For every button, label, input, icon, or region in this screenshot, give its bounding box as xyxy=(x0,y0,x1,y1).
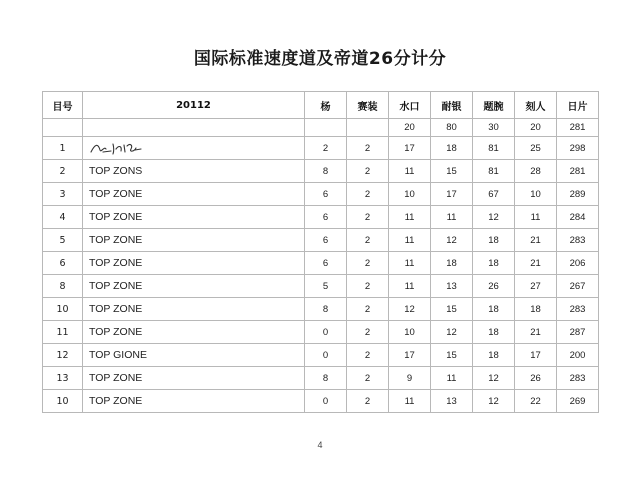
score-cell: 2 xyxy=(347,367,389,390)
score-cell: 67 xyxy=(473,183,515,206)
score-cell: 11 xyxy=(389,252,431,275)
score-cell: 12 xyxy=(431,229,473,252)
score-cell: 2 xyxy=(347,252,389,275)
score-cell: 2 xyxy=(347,137,389,160)
score-cell: 17 xyxy=(431,183,473,206)
score-cell: 17 xyxy=(389,137,431,160)
score-cell: 8 xyxy=(305,160,347,183)
score-cell: 11 xyxy=(515,206,557,229)
score-cell: 11 xyxy=(389,160,431,183)
score-cell: 8 xyxy=(305,367,347,390)
score-cell: 200 xyxy=(557,344,599,367)
column-header: 刻人 xyxy=(515,92,557,119)
row-number-cell: 10 xyxy=(43,390,83,413)
score-cell: 18 xyxy=(515,298,557,321)
column-header: 杨 xyxy=(305,92,347,119)
table-cell: 80 xyxy=(431,119,473,137)
score-cell: 10 xyxy=(389,321,431,344)
team-name-cell: TOP ZONE xyxy=(83,390,305,413)
table-row xyxy=(43,390,599,413)
team-name-cell: TOP GIONE xyxy=(83,344,305,367)
team-name-cell: TOP ZONE xyxy=(83,252,305,275)
team-name-cell: TOP ZONE xyxy=(83,298,305,321)
document-title: 国际标准速度道及帝道26分计分 xyxy=(193,49,447,69)
score-cell: 11 xyxy=(431,367,473,390)
table-cell: 30 xyxy=(473,119,515,137)
page-number: 4 xyxy=(317,440,323,450)
score-cell: 18 xyxy=(431,252,473,275)
column-header: 目号 xyxy=(43,92,83,119)
score-cell: 298 xyxy=(557,137,599,160)
score-cell: 12 xyxy=(473,206,515,229)
score-cell: 267 xyxy=(557,275,599,298)
row-number-cell: 10 xyxy=(43,298,83,321)
team-name-cell: TOP ZONE xyxy=(83,183,305,206)
score-cell: 11 xyxy=(389,275,431,298)
row-number-cell: 5 xyxy=(43,229,83,252)
table-cell: 281 xyxy=(557,119,599,137)
score-cell: 81 xyxy=(473,137,515,160)
team-name-cell: TOP ZONE xyxy=(83,367,305,390)
team-name-cell: TOP ZONE xyxy=(83,229,305,252)
score-cell: 2 xyxy=(347,206,389,229)
column-header: 题腕 xyxy=(473,92,515,119)
score-cell: 12 xyxy=(389,298,431,321)
score-cell: 22 xyxy=(515,390,557,413)
table-row xyxy=(43,206,599,229)
table-row xyxy=(43,275,599,298)
team-name-cell xyxy=(83,137,305,160)
table-cell: 20 xyxy=(515,119,557,137)
score-cell: 21 xyxy=(515,321,557,344)
max-points-row xyxy=(43,119,599,137)
score-cell: 27 xyxy=(515,275,557,298)
score-cell: 289 xyxy=(557,183,599,206)
score-cell: 283 xyxy=(557,298,599,321)
score-cell: 6 xyxy=(305,206,347,229)
score-cell: 18 xyxy=(473,229,515,252)
score-cell: 18 xyxy=(473,252,515,275)
table-header-row xyxy=(43,92,599,119)
column-header: 水口 xyxy=(389,92,431,119)
row-number-cell: 2 xyxy=(43,160,83,183)
score-cell: 6 xyxy=(305,229,347,252)
score-cell: 269 xyxy=(557,390,599,413)
score-cell: 15 xyxy=(431,160,473,183)
score-cell: 18 xyxy=(473,298,515,321)
table-row xyxy=(43,137,599,160)
score-cell: 283 xyxy=(557,367,599,390)
row-number-cell: 8 xyxy=(43,275,83,298)
score-cell: 284 xyxy=(557,206,599,229)
handwritten-signature xyxy=(89,140,147,156)
score-cell: 2 xyxy=(305,137,347,160)
score-cell: 0 xyxy=(305,390,347,413)
score-cell: 2 xyxy=(347,229,389,252)
score-cell: 28 xyxy=(515,160,557,183)
table-row xyxy=(43,367,599,390)
score-cell: 26 xyxy=(473,275,515,298)
column-header: 日片 xyxy=(557,92,599,119)
score-cell: 2 xyxy=(347,390,389,413)
score-cell: 11 xyxy=(389,229,431,252)
team-name-cell: TOP ZONE xyxy=(83,275,305,298)
team-name-cell: TOP ZONS xyxy=(83,160,305,183)
score-cell: 6 xyxy=(305,183,347,206)
score-cell: 15 xyxy=(431,344,473,367)
score-cell: 11 xyxy=(431,206,473,229)
score-cell: 0 xyxy=(305,321,347,344)
score-cell: 283 xyxy=(557,229,599,252)
row-number-cell: 13 xyxy=(43,367,83,390)
table-row xyxy=(43,183,599,206)
table-cell xyxy=(305,119,347,137)
score-cell: 12 xyxy=(473,390,515,413)
score-cell: 26 xyxy=(515,367,557,390)
row-number-cell: 4 xyxy=(43,206,83,229)
score-cell: 15 xyxy=(431,298,473,321)
score-cell: 12 xyxy=(431,321,473,344)
score-cell: 281 xyxy=(557,160,599,183)
score-cell: 6 xyxy=(305,252,347,275)
score-cell: 18 xyxy=(431,137,473,160)
row-number-cell: 11 xyxy=(43,321,83,344)
score-cell: 2 xyxy=(347,275,389,298)
column-header: 耐银 xyxy=(431,92,473,119)
table-row xyxy=(43,344,599,367)
score-cell: 18 xyxy=(473,344,515,367)
score-cell: 2 xyxy=(347,160,389,183)
score-cell: 21 xyxy=(515,252,557,275)
row-number-cell: 6 xyxy=(43,252,83,275)
score-cell: 17 xyxy=(515,344,557,367)
score-cell: 12 xyxy=(473,367,515,390)
row-number-cell: 3 xyxy=(43,183,83,206)
score-cell: 2 xyxy=(347,344,389,367)
score-cell: 81 xyxy=(473,160,515,183)
score-cell: 5 xyxy=(305,275,347,298)
team-name-cell: TOP ZONE xyxy=(83,206,305,229)
score-cell: 2 xyxy=(347,321,389,344)
table-cell xyxy=(347,119,389,137)
score-cell: 10 xyxy=(389,183,431,206)
score-cell: 13 xyxy=(431,275,473,298)
row-number-cell: 12 xyxy=(43,344,83,367)
score-cell: 2 xyxy=(347,298,389,321)
score-cell: 17 xyxy=(389,344,431,367)
column-header: 20112 xyxy=(83,92,305,119)
table-row xyxy=(43,298,599,321)
column-header: 赛装 xyxy=(347,92,389,119)
table-row xyxy=(43,229,599,252)
score-cell: 9 xyxy=(389,367,431,390)
score-cell: 8 xyxy=(305,298,347,321)
table-cell xyxy=(43,119,83,137)
score-cell: 10 xyxy=(515,183,557,206)
score-cell: 25 xyxy=(515,137,557,160)
score-cell: 11 xyxy=(389,206,431,229)
score-cell: 21 xyxy=(515,229,557,252)
row-number-cell: 1 xyxy=(43,137,83,160)
team-name-cell: TOP ZONE xyxy=(83,321,305,344)
score-cell: 287 xyxy=(557,321,599,344)
table-row xyxy=(43,252,599,275)
score-cell: 11 xyxy=(389,390,431,413)
score-table xyxy=(42,91,599,413)
table-cell: 20 xyxy=(389,119,431,137)
score-cell: 0 xyxy=(305,344,347,367)
score-cell: 2 xyxy=(347,183,389,206)
score-cell: 206 xyxy=(557,252,599,275)
score-cell: 18 xyxy=(473,321,515,344)
score-cell: 13 xyxy=(431,390,473,413)
table-row xyxy=(43,160,599,183)
table-row xyxy=(43,321,599,344)
table-cell xyxy=(83,119,305,137)
